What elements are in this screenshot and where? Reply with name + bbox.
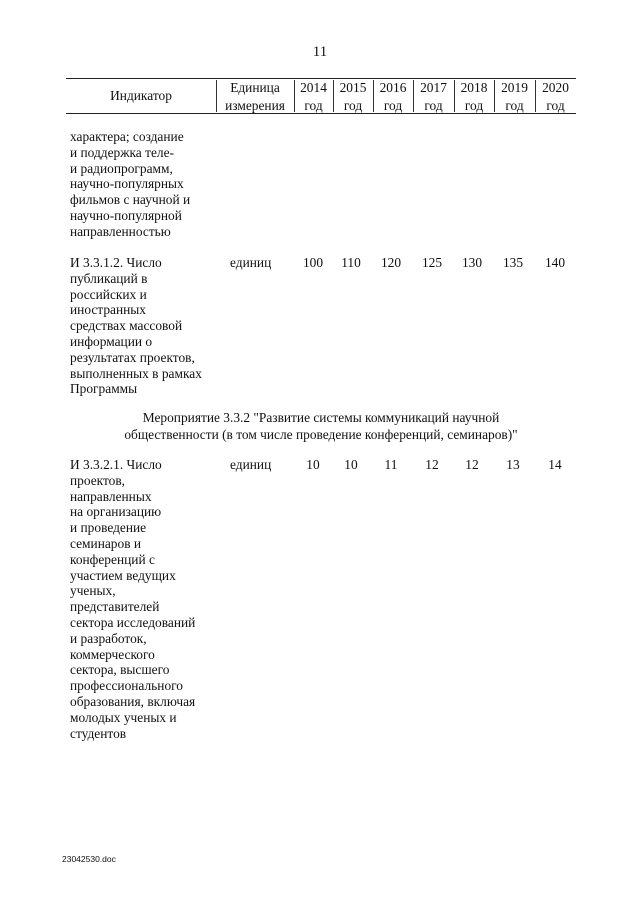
row-unit: единиц <box>230 255 272 270</box>
header-year-value: 2019 <box>501 80 528 95</box>
header-year-2014 <box>294 79 333 115</box>
row-value-2020: 140 <box>544 255 566 270</box>
row-value-2016: 120 <box>380 255 402 270</box>
section-heading <box>66 409 576 443</box>
header-year-2017 <box>413 79 454 115</box>
row-value-2020: 14 <box>548 457 562 472</box>
header-year-value: 2014 <box>300 80 327 95</box>
header-year-2015 <box>333 79 373 115</box>
section-heading-line1: Мероприятие 3.3.2 "Развитие системы коммуникаций научной <box>142 410 500 425</box>
row-indicator-label: И 3.3.2.1. Число проектов, направленных на организацию и проведение семинаров и конференций с участием ведущих ученых, представителей сектора исследований и разработок, коммерческого сектора, высшего профессионального образования, включая молодых ученых и студентов <box>70 457 196 741</box>
header-year-2018 <box>454 79 494 115</box>
header-year-word: год <box>383 98 403 113</box>
row-value-2019: 135 <box>502 255 524 270</box>
header-year-word: год <box>343 98 363 113</box>
row-value-2016: 11 <box>384 457 398 472</box>
continuation-text: характера; создание и поддержка теле- и радиопрограмм, научно-популярных фильмов с научной и научно-популярной направленностью <box>70 129 191 239</box>
row-value-2018: 130 <box>461 255 483 270</box>
row-value-2018: 12 <box>465 457 479 472</box>
header-year-word: год <box>424 98 443 113</box>
footer-filename: 23042530.doc <box>62 854 116 864</box>
header-year-value: 2017 <box>420 80 447 95</box>
header-year-word: год <box>546 98 565 113</box>
row-value-2015: 10 <box>344 457 358 472</box>
header-year-2016 <box>373 79 413 115</box>
header-year-value: 2018 <box>460 80 488 95</box>
row-value-2017: 125 <box>421 255 443 270</box>
row-value-2017: 12 <box>425 457 439 472</box>
row-value-2015: 110 <box>341 255 361 270</box>
row-value-2014: 100 <box>302 255 324 270</box>
row-value-2014: 10 <box>306 457 320 472</box>
header-indicator: Индикатор <box>110 88 172 103</box>
header-year-word: год <box>304 98 323 113</box>
section-heading-line2: общественности (в том числе проведение конференций, семинаров)" <box>124 427 518 442</box>
header-year-value: 2016 <box>379 80 407 95</box>
row-unit: единиц <box>230 457 272 472</box>
header-unit-line1: Единица <box>230 80 280 95</box>
row-value-2019: 13 <box>506 457 520 472</box>
header-year-value: 2015 <box>339 80 367 95</box>
header-year-value: 2020 <box>542 80 569 95</box>
header-year-word: год <box>464 98 484 113</box>
header-unit <box>216 79 294 115</box>
row-indicator-label: И 3.3.1.2. Число публикаций в российских и иностранных средствах массовой информации о результатах проектов, выполненных в рамках Программы <box>70 255 202 397</box>
header-year-2020 <box>535 79 576 115</box>
page-number: 11 <box>312 44 328 60</box>
header-year-word: год <box>505 98 524 113</box>
header-year-2019 <box>494 79 535 115</box>
header-unit-line2: измерения <box>225 98 285 113</box>
